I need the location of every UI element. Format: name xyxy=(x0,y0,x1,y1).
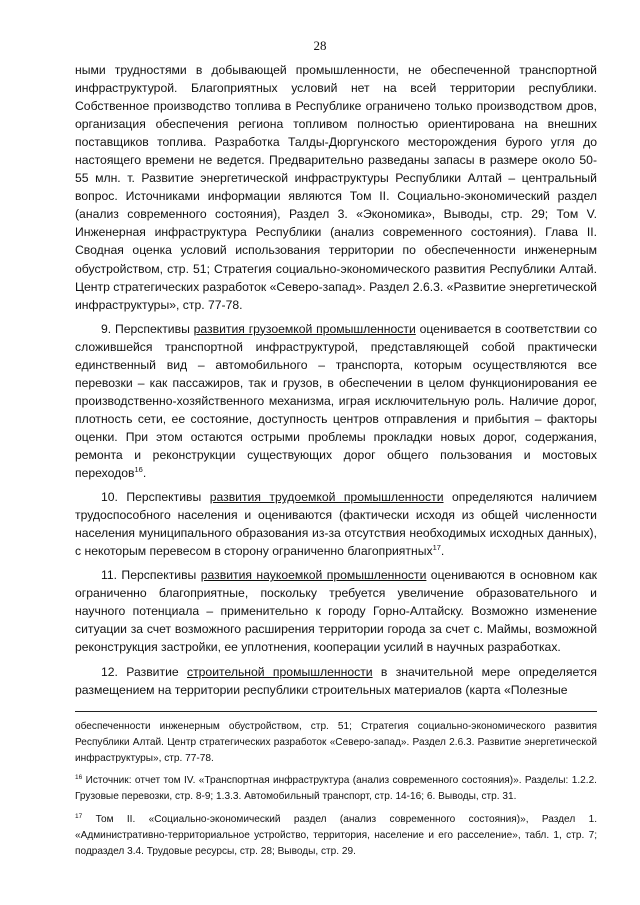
page-number: 28 xyxy=(313,38,327,53)
footnote-continued: обеспеченности инженерным обустройством, стр. 51; Стратегия социально-экономического развития Республики Алтай. Центр стратегических разработок «Северо-запад». Раздел 2.6.3. Развитие энергетической инфраструктуры», стр. 77-78. xyxy=(75,721,597,764)
paragraph-continued: ными трудностями в добывающей промышленности, не обеспеченной транспортной инфраструктурой. Благоприятных условий нет на всей территории республики. Собственное производство топлива в Республике ограничено только производством дров, организация обеспечения региона топливом полностью ориентирована на внешних поставщиков топлива. Разработка Талды-Дюргунского месторождения бурого угля до настоящего времени не ведется. Предварительно разведаны запасы в размере около 50-55 млн. т. Развитие энергетической инфраструктуры Республики Алтай – центральный вопрос. Источниками информации являются Том II. Социально-экономический раздел (анализ современного состояния), Раздел 3. «Экономика», Выводы, стр. 29; Том V. Инженерная инфраструктура Республики (анализ современного состояния). Глава II. Сводная оценка условий использования территории по обеспеченности инженерным обустройством, стр. 51; Стратегия социально-экономического развития Республики Алтай. Центр стратегических разработок «Северо-запад». Раздел 2.6.3. «Развитие энергетической инфраструктуры», стр. 77-78. xyxy=(75,63,597,312)
paragraph-12-text: в значительной мере определяется размещением на территории республики строительных материалов (карта «Полезные xyxy=(75,664,597,697)
footnote-17 xyxy=(75,812,597,859)
paragraph-9-lead: 9. Перспективы xyxy=(101,321,194,336)
paragraph-12 xyxy=(75,663,597,699)
paragraph-11-text: оцениваются в основном как ограниченно благоприятные, поскольку требуется увеличение образовательного и научного потенциала – применительно к городу Горно-Алтайску. Возможно изменение ситуации за счет возможного расширения территории города за счет с. Маймы, возможной реконструкция застройки, ее уплотнения, кооперации усилий в научных разработках. xyxy=(75,568,597,655)
paragraph-10-term: развития трудоемкой промышленности xyxy=(209,490,444,505)
paragraph-10-lead: 10. Перспективы xyxy=(101,490,210,505)
paragraph-12-term: строительной промышленности xyxy=(186,664,373,679)
main-text xyxy=(75,61,597,699)
paragraph-9-end: . xyxy=(142,466,147,481)
paragraph-12-lead: 12. Развитие xyxy=(101,664,187,679)
paragraph-9-text: оценивается в соответствии со сложившейся транспортной инфраструктурой, представляющей собой практически единственный вид – автомобильного – транспорта, которым осуществляются все перевозки – как пассажиров, так и грузов, в обеспечении в целом функционирования ее производственно-хозяйственного механизма, играя исключительную роль. Наличие дорог, плотность сети, ее состояние, доступность центров отправления и прибытия – факторы оценки. При этом остаются острыми проблемы прокладки новых дорог, содержания, ремонта и реконструкции существующих дорог общего пользования и мостовых переходов xyxy=(75,321,597,481)
paragraph-10 xyxy=(75,488,597,560)
paragraph-11-lead: 11. Перспективы xyxy=(101,568,201,583)
footnote-17-text: Том II. «Социально-экономический раздел (анализ современного состояния)», Раздел 1. «Административно-территориальное устройство, территория, население и его расселение», табл. 1, стр. 7; подраздел 3.4. Трудовые ресурсы, стр. 28; Выводы, стр. 29. xyxy=(75,813,597,857)
footnotes xyxy=(75,719,597,859)
paragraph-11 xyxy=(75,566,597,656)
footnote-16-text: Источник: отчет том IV. «Транспортная инфраструктура (анализ современного состояния)». Разделы: 1.2.2. Грузовые перевозки, стр. 8-9; 1.3.3. Автомобильный транспорт, стр. 14-16; 6. Выводы, стр. 31. xyxy=(75,775,597,803)
footnote-16-mark: 16 xyxy=(75,774,83,782)
footnote-16 xyxy=(75,773,597,805)
paragraph-9-term: развития грузоемкой промышленности xyxy=(193,321,416,336)
footnote-17-mark: 17 xyxy=(75,812,83,820)
footnote-ref-16: 16 xyxy=(134,465,143,475)
paragraph-9 xyxy=(75,320,597,482)
paragraph-10-end: . xyxy=(440,544,445,559)
paragraph-10-text: определяются наличием трудоспособного населения и оцениваются (фактически исходя из общей численности населения муниципального образования из-за отсутствия необходимых исходных данных), с некоторым перевесом в сторону ограниченно благоприятных xyxy=(75,490,598,559)
footnote-divider xyxy=(75,711,597,712)
paragraph-11-term: развития наукоемкой промышленности xyxy=(200,568,427,583)
footnote-ref-17: 17 xyxy=(432,543,441,553)
